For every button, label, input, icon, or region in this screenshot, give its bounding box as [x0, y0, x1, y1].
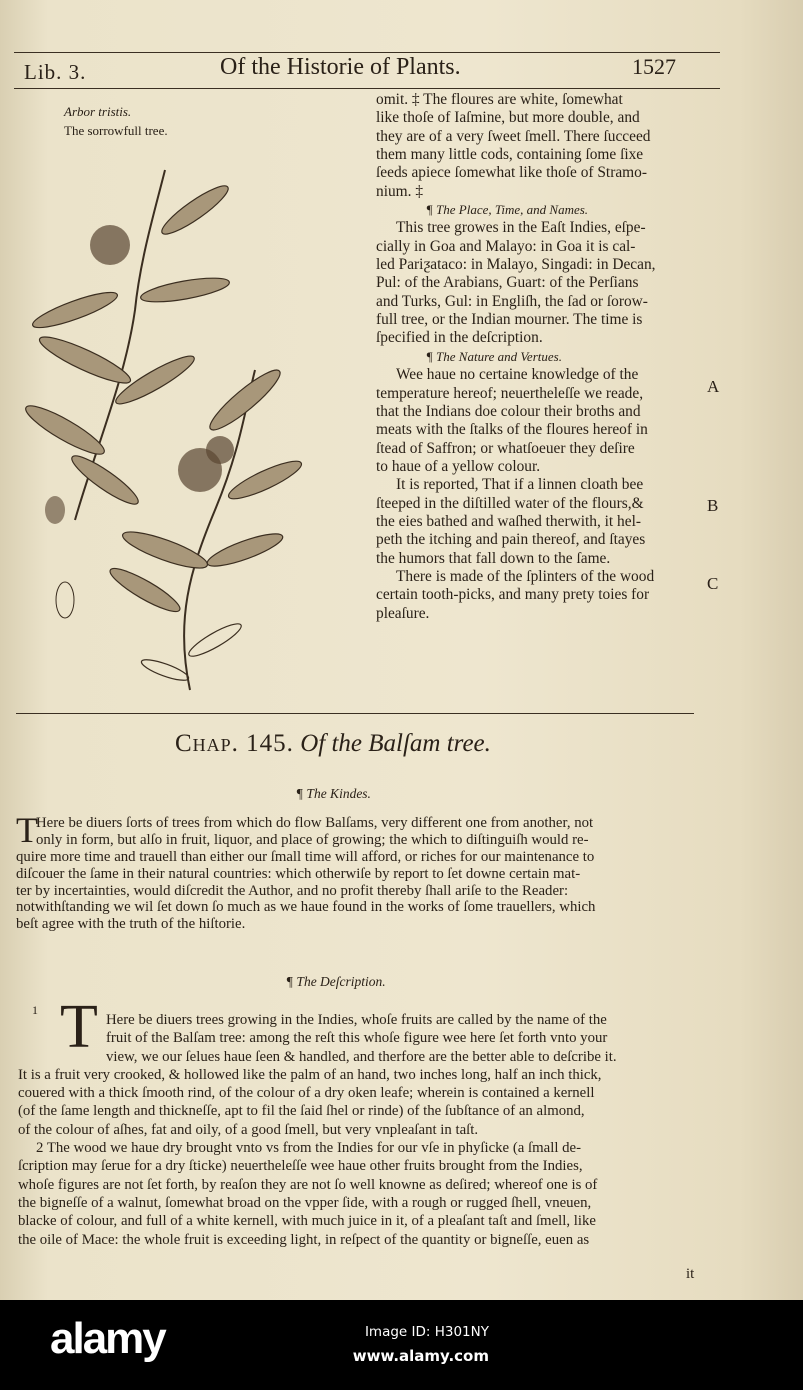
text-line: Pul: of the Arabians, Guart: of the Perſians — [376, 274, 639, 292]
text-line: peth the itching and pain thereof, and ſtayes — [376, 531, 646, 549]
text-line: diſcouer the ſame in their natural countries: which otherwiſe by report to ſet downe certain mat- — [16, 865, 581, 882]
text-line: only in form, but alſo in fruit, liquor, and place of growing; the which to diſtinguiſh would re- — [36, 831, 589, 848]
text-line: meats with the ſtalks of the floures hereof in — [376, 421, 648, 439]
section-rule — [16, 713, 694, 714]
text-line: 2 The wood we haue dry brought vnto vs from the Indies for our vſe in phyſicke (a ſmall de- — [36, 1140, 582, 1157]
item-number: 1 — [32, 1003, 38, 1017]
text-line: of the colour of aſhes, fat and oily, of a good ſmell, but very vnpleaſant in taſt. — [18, 1121, 479, 1138]
site-url: www.alamy.com — [352, 1347, 489, 1365]
text-line: blacke of colour, and full of a white kernell, with much juice in it, of a pleaſant taſt and ſmell, like — [18, 1213, 596, 1230]
catchword: it — [686, 1266, 695, 1282]
text-line: temperature hereof; neuertheleſſe we reade, — [376, 384, 644, 402]
text-line: fruit of the Balſam tree: among the reſt this whoſe figure wee here ſet forth vnto your — [106, 1030, 608, 1047]
text-line: whoſe figures are not ſet forth, by reaſon they are not ſo well knowne as deſired; whereof one is of — [18, 1176, 598, 1193]
text-line: ter by incertainties, would diſcredit the Author, and no profit thereby ſhall ariſe to the Reader: — [16, 882, 569, 899]
image-id: Image ID: H301NY — [364, 1324, 489, 1340]
page-number: 1527 — [632, 54, 676, 79]
text-line: ſeeds apiece ſomewhat like thoſe of Stramo- — [376, 164, 647, 182]
text-line: It is reported, That if a linnen cloath bee — [396, 476, 644, 494]
text-line: led Pariƺataco: in Malayo, Singadi: in Decan, — [376, 256, 656, 274]
text-line: view, we our ſelues haue ſeen & handled, and therfore are the better able to deſcribe it. — [106, 1048, 617, 1065]
text-line: beſt agree with the truth of the hiſtorie. — [16, 916, 246, 933]
chapter-label: Chap. 145. — [175, 730, 294, 757]
margin-letter-a: A — [707, 377, 720, 396]
text-line: There is made of the ſplinters of the wood — [396, 567, 655, 585]
text-line: to haue of a yellow colour. — [376, 457, 541, 475]
text-line: nium. ‡ — [376, 182, 424, 200]
description-paragraph — [18, 1012, 617, 1250]
text-line: the oile of Mace: the whole fruit is exceeding light, in reſpect of the quantity or bigneſſe, euen as — [18, 1231, 590, 1248]
alamy-logo: alamy — [50, 1314, 165, 1363]
text-line: ſcription may ſerue for a dry ſticke) neuertheleſſe wee haue other fruits brought from the Indies, — [18, 1158, 583, 1175]
kindes-paragraph — [16, 815, 595, 933]
text-line: notwithſtanding we wil ſet down ſo much as we haue found in the works of ſome trauellers, which — [16, 899, 596, 916]
text-line: pleaſure. — [376, 604, 430, 622]
kindes-heading: ¶ The Kindes. — [296, 786, 371, 801]
text-line: couered with a thick ſmooth rind, of the colour of a dry oken leafe; wherein is contained a kernell — [18, 1085, 595, 1102]
leaves — [21, 180, 305, 685]
text-line: like thoſe of Iaſmine, but more double, and — [376, 109, 640, 127]
book-number: Lib. 3. — [24, 60, 87, 84]
text-line: the bigneſſe of a walnut, ſomewhat broad on the vpper ſide, with a rough or rugged ſhell, vneuen, — [18, 1194, 592, 1211]
text-line: full tree, or the Indian mourner. The time is — [376, 311, 643, 329]
chapter-title: Of the Balſam tree. — [300, 730, 491, 757]
text-line: Wee haue no certaine knowledge of the — [396, 366, 639, 384]
text-line: ſtead of Saffron; or whatſoeuer they deſire — [376, 439, 635, 457]
description-heading: ¶ The Deſcription. — [286, 974, 386, 989]
text-line: omit. ‡ The floures are white, ſomewhat — [376, 91, 623, 108]
text-line: (of the ſame length and thickneſſe, apt to fil the ſaid ſhel or rinde) of the ſubſtance of an almond, — [18, 1103, 585, 1120]
text-line: This tree growes in the Eaſt Indies, eſpe- — [396, 219, 646, 237]
text-line: ſteeped in the diſtilled water of the flours,& — [376, 494, 644, 512]
drop-cap: T — [60, 993, 98, 1061]
text-line: the humors that fall down to the ſame. — [376, 549, 611, 567]
text-line: ſpecified in the deſcription. — [376, 329, 543, 347]
margin-letter-c: C — [707, 574, 719, 593]
chapter-heading — [175, 730, 491, 758]
figure-caption-latin: Arbor tristis. — [64, 104, 132, 119]
drop-cap: T — [16, 810, 38, 850]
text-line: Here be diuers trees growing in the Indies, whoſe fruits are called by the name of the — [106, 1012, 607, 1028]
text-line: the eies bathed and waſhed therwith, it hel- — [376, 512, 641, 530]
header-bottom-rule — [14, 88, 720, 89]
section-heading: ¶ The Nature and Vertues. — [426, 348, 562, 364]
section-heading: ¶ The Place, Time, and Names. — [426, 202, 589, 218]
text-line: certain tooth-picks, and many prety toies for — [376, 586, 650, 604]
text-line: them many little cods, containing ſome ſixe — [376, 146, 644, 164]
text-line: they are of a very ſweet ſmell. There ſucceed — [376, 127, 651, 145]
running-title: Of the Historie of Plants. — [220, 54, 461, 80]
sorrowful-tree-woodcut-illustration — [15, 150, 365, 710]
figure-caption-english: The sorrowfull tree. — [64, 123, 168, 138]
text-line: quire more time and trauell than either our ſmall time will afford, or riches for our maintenance to — [16, 848, 595, 865]
margin-letter-b: B — [707, 496, 719, 515]
right-column-text — [376, 91, 706, 623]
header-top-rule — [14, 52, 720, 53]
text-line: and Turks, Gul: in Engliſh, the ſad or ſorow- — [376, 292, 648, 310]
stock-footer-banner — [0, 1300, 803, 1390]
text-line: It is a fruit very crooked, & hollowed like the palm of an hand, two inches long, half an inch thick, — [18, 1066, 602, 1083]
text-line: that the Indians doe colour their broths and — [376, 402, 641, 420]
text-line: Here be diuers ſorts of trees from which do flow Balſams, very different one from another, not — [36, 815, 594, 831]
text-line: cially in Goa and Malayo: in Goa it is cal- — [376, 237, 636, 255]
